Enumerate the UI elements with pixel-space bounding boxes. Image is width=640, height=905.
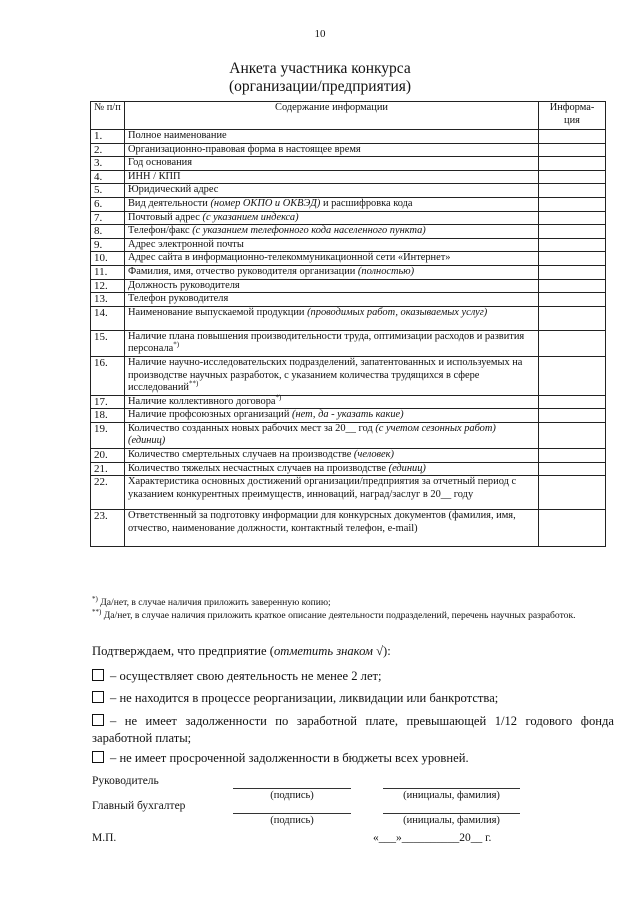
info-cell[interactable]: [539, 143, 606, 157]
row-content: [125, 462, 539, 476]
row-content: [125, 130, 539, 144]
accountant-name-line: [383, 813, 520, 814]
row-number: 8.: [91, 225, 125, 239]
table-row: [91, 476, 606, 510]
date-field: «___»__________20__ г.: [373, 832, 492, 844]
row-number: 22.: [91, 476, 125, 510]
row-number: 13.: [91, 293, 125, 307]
table-row: [91, 238, 606, 252]
table-row: [91, 356, 606, 395]
confirm-item-4: [92, 750, 614, 767]
row-content: [125, 409, 539, 423]
row-content: [125, 449, 539, 463]
table-row: [91, 184, 606, 198]
director-name-line: [383, 788, 520, 789]
footnote-2-mark: **): [92, 607, 102, 616]
row-number: 9.: [91, 238, 125, 252]
table-row: [91, 211, 606, 225]
table-row: [91, 225, 606, 239]
row-content: [125, 293, 539, 307]
info-cell[interactable]: [539, 265, 606, 279]
confirm-intro-text: Подтверждаем, что предприятие (: [92, 644, 274, 658]
row-number: 1.: [91, 130, 125, 144]
row-text: Наличие коллективного договора: [128, 395, 276, 407]
confirm-item-3-text: – не имеет задолженности по заработной плате, превышающей 1/12 годового фонда заработной платы;: [92, 714, 614, 745]
info-cell[interactable]: [539, 476, 606, 510]
row-text: Юридический адрес: [128, 184, 219, 196]
row-number: 3.: [91, 157, 125, 171]
confirm-intro-italic: отметить знаком √: [273, 644, 383, 658]
row-number: 18.: [91, 409, 125, 423]
row-content: [125, 510, 539, 547]
questionnaire-table: [90, 101, 606, 547]
info-cell[interactable]: [539, 279, 606, 293]
checkbox-4[interactable]: [92, 751, 104, 763]
row-number: 23.: [91, 510, 125, 547]
table-row: [91, 306, 606, 330]
footnote-1: [92, 594, 612, 609]
page-number: 10: [314, 28, 326, 40]
row-text: Количество смертельных случаев на производстве: [128, 449, 354, 461]
info-cell[interactable]: [539, 238, 606, 252]
info-cell[interactable]: [539, 197, 606, 211]
row-text: Почтовый адрес: [128, 211, 203, 223]
row-text: Характеристика основных достижений организации/предприятия за отчетный период с указанием конкурентных преимуществ, инноваций, наград/заслуг в 20__ году: [128, 476, 517, 500]
row-content: [125, 265, 539, 279]
confirm-intro: [92, 643, 614, 660]
table-header-row: [91, 102, 606, 130]
confirm-item-1-text: – осуществляет свою деятельность не менее 2 лет;: [110, 669, 382, 683]
table-row: [91, 252, 606, 266]
title-line-1: Анкета участника конкурса: [229, 60, 411, 77]
row-number: 11.: [91, 265, 125, 279]
row-content: [125, 211, 539, 225]
confirm-intro-end: ):: [383, 644, 391, 658]
row-content: [125, 476, 539, 510]
row-italic-note: (с указанием индекса): [202, 211, 299, 223]
row-text: Наличие плана повышения производительности труда, оптимизации расходов и развития персонала: [128, 330, 525, 355]
row-italic-note: (с указанием телефонного кода населенного пункта): [192, 225, 426, 237]
row-number: 15.: [91, 330, 125, 356]
row-number: 12.: [91, 279, 125, 293]
table-row: [91, 157, 606, 171]
row-content: [125, 184, 539, 198]
director-signature-line: [233, 788, 351, 789]
footnote-mark: **): [189, 379, 199, 388]
info-cell[interactable]: [539, 252, 606, 266]
info-cell[interactable]: [539, 330, 606, 356]
director-name-caption: (инициалы, фамилия): [403, 790, 500, 801]
info-cell[interactable]: [539, 449, 606, 463]
row-number: 21.: [91, 462, 125, 476]
row-text: Фамилия, имя, отчество руководителя организации: [128, 265, 358, 277]
table-row: [91, 510, 606, 547]
table-row: [91, 143, 606, 157]
row-content: [125, 330, 539, 356]
row-text: Телефон руководителя: [128, 293, 229, 305]
info-cell[interactable]: [539, 356, 606, 395]
info-cell[interactable]: [539, 170, 606, 184]
page-title: [0, 60, 640, 96]
accountant-signature-line: [233, 813, 351, 814]
row-text: Должность руководителя: [128, 279, 240, 291]
footnote-mark: *): [275, 393, 282, 402]
row-italic-note: (полностью): [357, 265, 415, 277]
row-text: ИНН / КПП: [128, 170, 181, 182]
row-italic-note: (единиц): [388, 462, 426, 474]
row-number: 16.: [91, 356, 125, 395]
footnote-1-mark: *): [92, 594, 98, 603]
row-content: [125, 356, 539, 395]
header-content: Содержание информации: [125, 102, 539, 130]
accountant-name-caption: (инициалы, фамилия): [403, 815, 500, 826]
confirm-item-4-text: – не имеет просроченной задолженности в бюджеты всех уровней.: [110, 751, 469, 765]
row-number: 17.: [91, 395, 125, 409]
accountant-signature-caption: (подпись): [270, 815, 314, 826]
checkbox-3[interactable]: [92, 714, 104, 726]
row-number: 6.: [91, 197, 125, 211]
row-text: Количество созданных новых рабочих мест за 20__ год: [128, 422, 376, 434]
footnote-2: [92, 607, 612, 622]
row-text: Наименование выпускаемой продукции: [128, 306, 308, 318]
row-text-after: и расшифровка кода: [320, 197, 413, 209]
confirm-item-2: [92, 690, 614, 707]
row-italic-note: (номер ОКПО и ОКВЭД): [210, 197, 321, 209]
table-row: [91, 293, 606, 307]
confirm-item-3: [92, 713, 614, 747]
row-content: [125, 395, 539, 409]
row-number: 4.: [91, 170, 125, 184]
row-content: [125, 422, 539, 448]
row-text: Адрес сайта в информационно-телекоммуникационной сети «Интернет»: [128, 252, 451, 264]
row-content: [125, 170, 539, 184]
row-text: Ответственный за подготовку информации для конкурсных документов (фамилия, имя, отчество, наименование должности, контактный телефон, e-mail): [128, 510, 516, 534]
row-number: 10.: [91, 252, 125, 266]
info-cell[interactable]: [539, 422, 606, 448]
row-text: Вид деятельности: [128, 197, 211, 209]
info-cell[interactable]: [539, 409, 606, 423]
row-number: 14.: [91, 306, 125, 330]
checkbox-2[interactable]: [92, 691, 104, 703]
footnote-1-text: Да/нет, в случае наличия приложить заверенную копию;: [97, 597, 331, 608]
title-line-2: (организации/предприятия): [228, 78, 412, 95]
table-row: [91, 265, 606, 279]
info-cell[interactable]: [539, 462, 606, 476]
row-text: Адрес электронной почты: [128, 238, 244, 250]
table-row: [91, 197, 606, 211]
row-italic-note: (с учетом сезонных работ) (единиц): [128, 422, 496, 447]
row-content: [125, 143, 539, 157]
row-number: 7.: [91, 211, 125, 225]
row-text: Полное наименование: [128, 130, 227, 141]
header-info: Информа-ция: [539, 102, 606, 130]
table-row: [91, 462, 606, 476]
row-text: Количество тяжелых несчастных случаев на производстве: [128, 462, 389, 474]
stamp-label: М.П.: [92, 832, 117, 844]
header-num: № п/п: [91, 102, 125, 130]
table-row: [91, 330, 606, 356]
accountant-label: Главный бухгалтер: [92, 800, 186, 812]
info-cell[interactable]: [539, 130, 606, 144]
table-row: [91, 279, 606, 293]
table-row: [91, 409, 606, 423]
info-cell[interactable]: [539, 225, 606, 239]
info-cell[interactable]: [539, 184, 606, 198]
checkbox-1[interactable]: [92, 669, 104, 681]
row-content: [125, 306, 539, 330]
row-italic-note: (нет, да - указать какие): [292, 409, 404, 421]
footnote-mark: *): [173, 340, 180, 349]
row-text: Наличие профсоюзных организаций: [128, 409, 293, 421]
table-row: [91, 395, 606, 409]
row-italic-note: (проводимых работ, оказываемых услуг): [307, 306, 488, 318]
table-row: [91, 130, 606, 144]
row-text: Организационно-правовая форма в настоящее время: [128, 143, 361, 155]
info-cell[interactable]: [539, 211, 606, 225]
row-italic-note: (человек): [353, 449, 394, 461]
row-content: [125, 197, 539, 211]
confirm-item-1: [92, 668, 614, 685]
table-row: [91, 422, 606, 448]
row-number: 5.: [91, 184, 125, 198]
director-signature-caption: (подпись): [270, 790, 314, 801]
row-content: [125, 252, 539, 266]
row-text: Телефон/факс: [128, 225, 193, 237]
info-cell[interactable]: [539, 293, 606, 307]
row-number: 2.: [91, 143, 125, 157]
row-content: [125, 279, 539, 293]
table-row: [91, 449, 606, 463]
row-number: 19.: [91, 422, 125, 448]
confirm-item-2-text: – не находится в процессе реорганизации, ликвидации или банкротства;: [110, 691, 499, 705]
director-label: Руководитель: [92, 775, 159, 787]
row-content: [125, 225, 539, 239]
row-text: Год основания: [128, 157, 192, 169]
footnote-2-text: Да/нет, в случае наличия приложить краткое описание деятельности подразделений, перечень научных разработок.: [101, 610, 576, 621]
info-cell[interactable]: [539, 510, 606, 547]
info-cell[interactable]: [539, 157, 606, 171]
row-content: [125, 157, 539, 171]
table-row: [91, 170, 606, 184]
row-number: 20.: [91, 449, 125, 463]
info-cell[interactable]: [539, 306, 606, 330]
row-text: Наличие научно-исследовательских подразделений, запатентованных и используемых на производстве научных разработок, с указанием количества трудящихся в сфере исследований: [128, 356, 523, 394]
row-content: [125, 238, 539, 252]
info-cell[interactable]: [539, 395, 606, 409]
